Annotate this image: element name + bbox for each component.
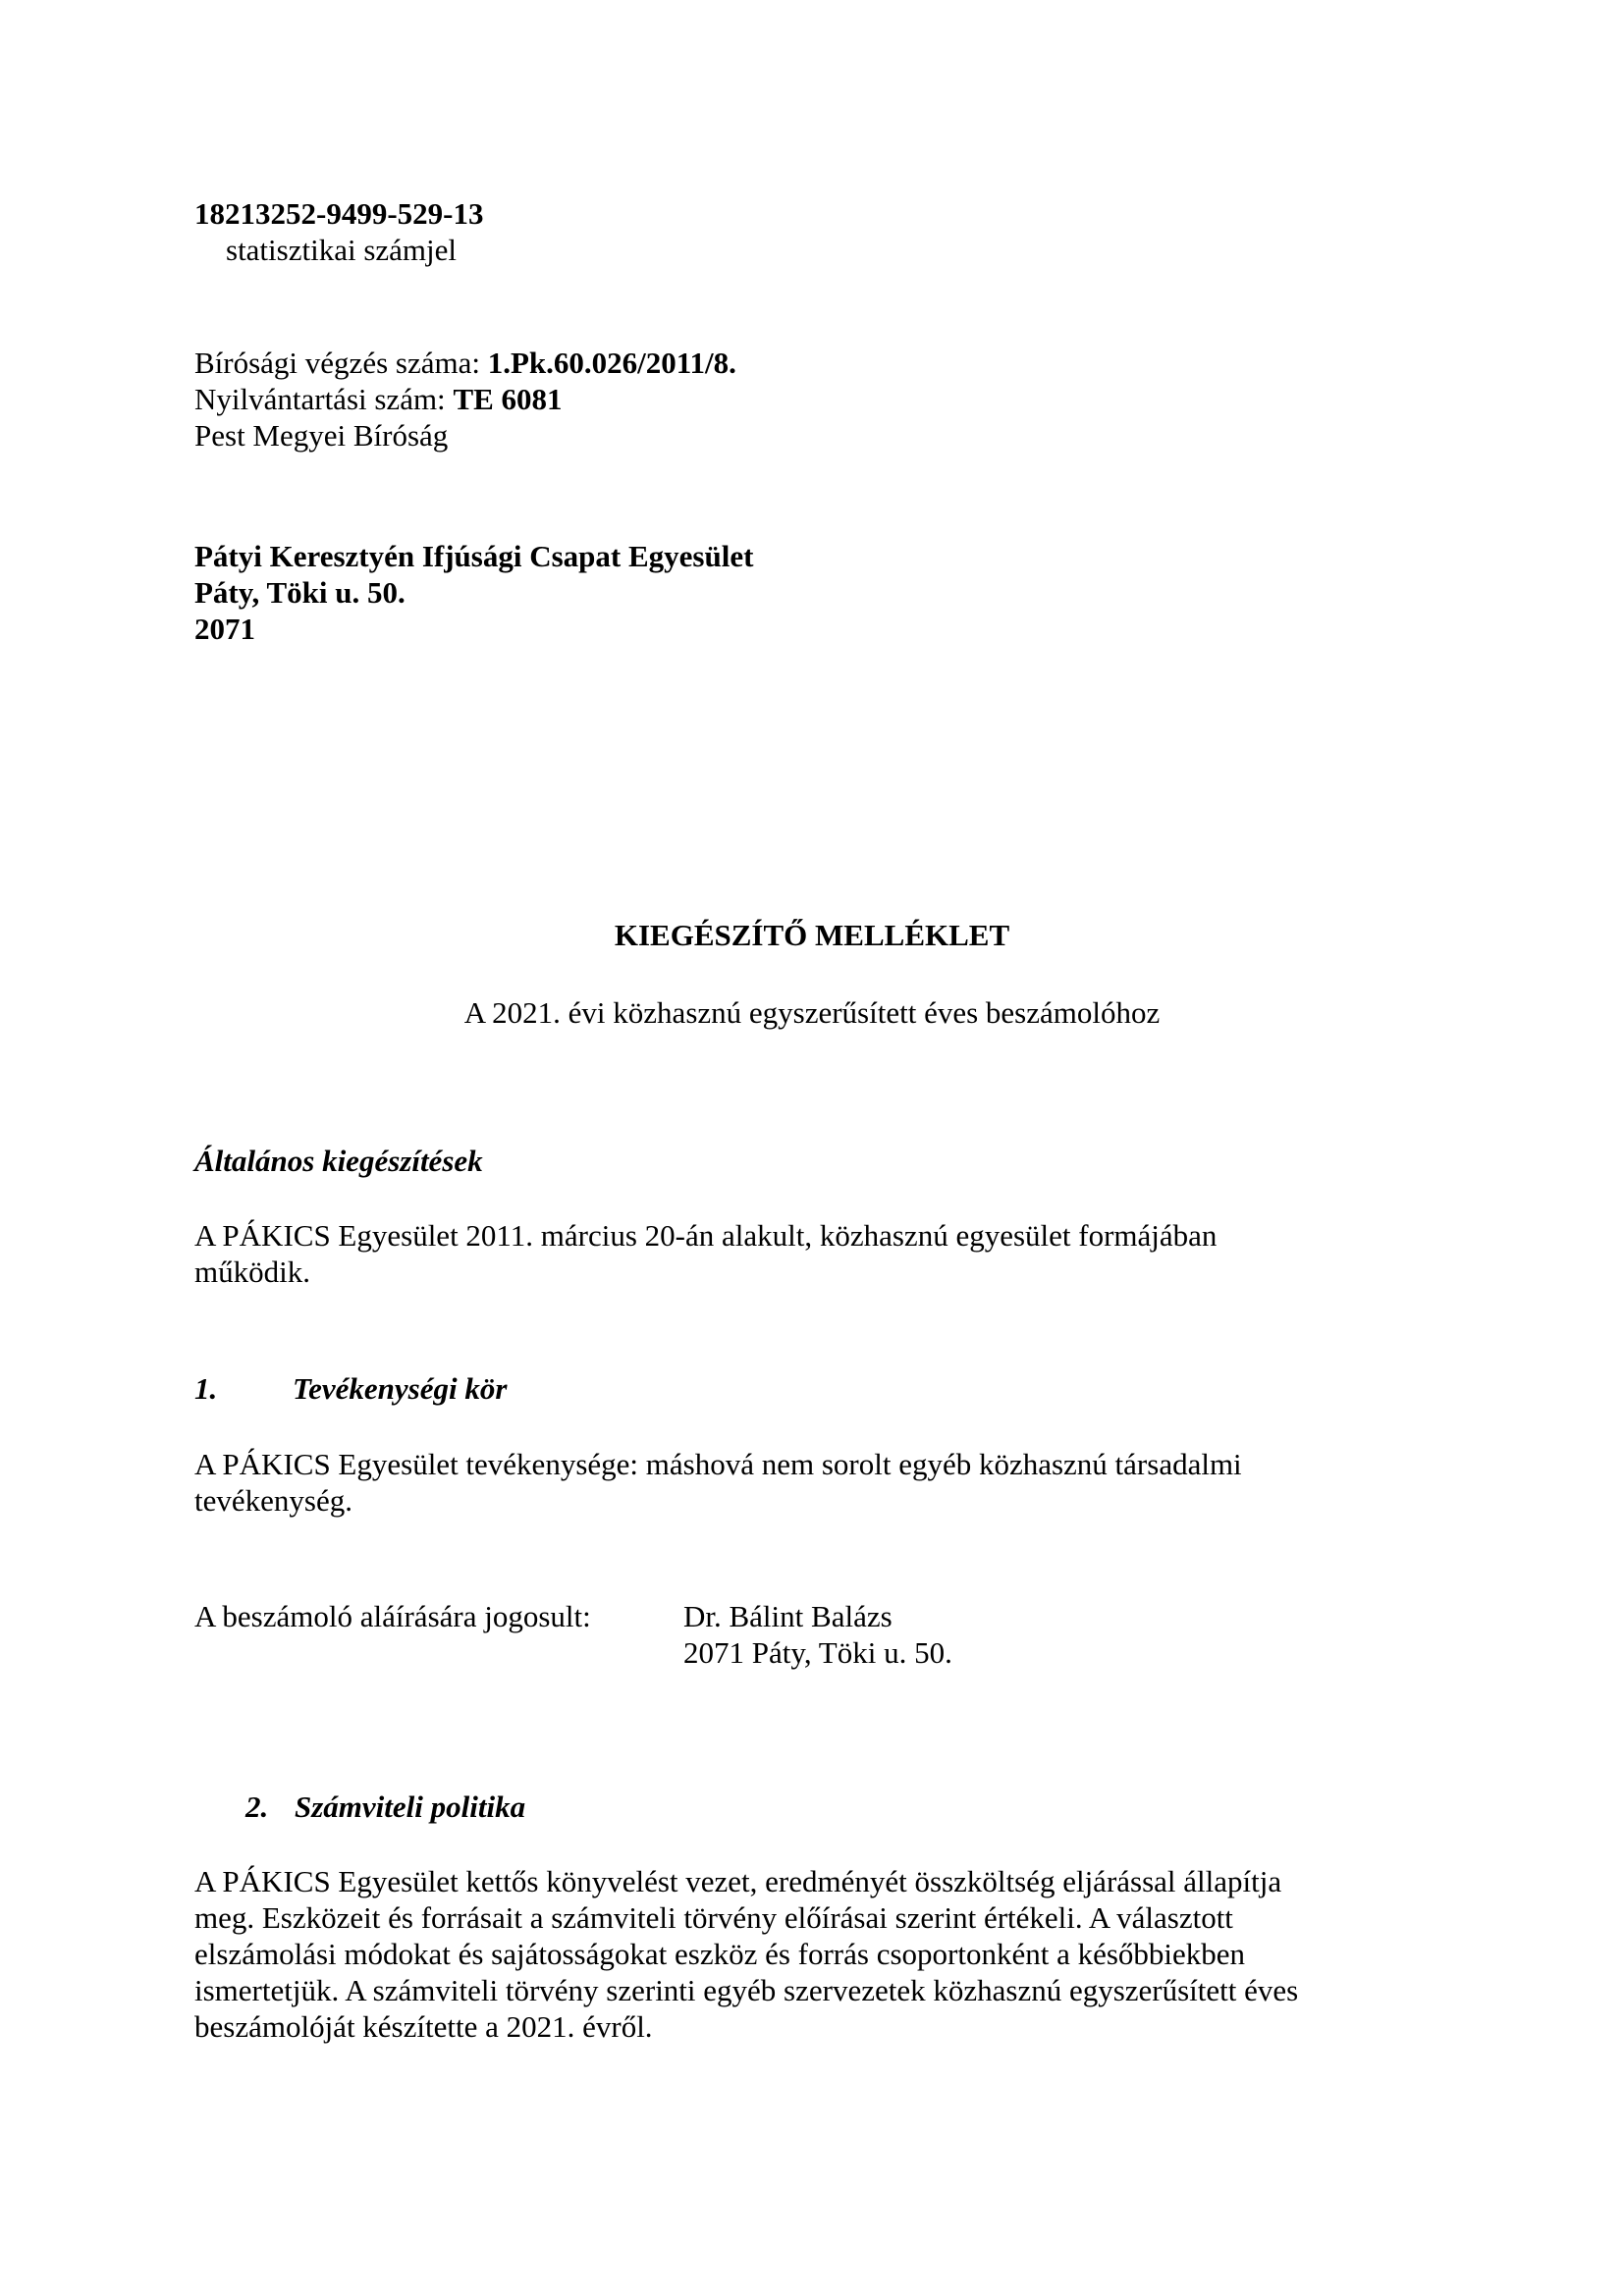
paragraph-line: ismertetjük. A számviteli törvény szerinti egyéb szervezetek közhasznú egyszerűsített éves (194, 1973, 1299, 2007)
section2-number: 2. (245, 1789, 269, 1824)
signatory-details (683, 1598, 952, 1671)
statistical-label: statisztikai számjel (226, 233, 458, 267)
court-info-block (194, 345, 1432, 454)
statistical-number: 18213252-9499-529-13 (194, 196, 484, 231)
paragraph-line: A PÁKICS Egyesület kettős könyvelést vezet, eredményét összköltség eljárással állapítja (194, 1864, 1282, 1898)
signatory-address: 2071 Páty, Töki u. 50. (683, 1635, 952, 1670)
section1-paragraph (194, 1446, 1432, 1519)
paragraph-line: A PÁKICS Egyesület tevékenysége: máshová nem sorolt egyéb közhasznú társadalmi (194, 1447, 1242, 1481)
court-order-label: Bírósági végzés száma: (194, 346, 488, 380)
signatory-name: Dr. Bálint Balázs (683, 1599, 893, 1633)
statistical-id-block (194, 195, 1432, 268)
paragraph-line: beszámolóját készítette a 2021. évről. (194, 2009, 653, 2044)
registry-line (194, 381, 1432, 417)
paragraph-line: elszámolási módokat és sajátosságokat eszköz és forrás csoportonként a későbbiekben (194, 1937, 1246, 1971)
paragraph-line: A PÁKICS Egyesület 2011. március 20-án alakult, közhasznú egyesület formájában (194, 1218, 1218, 1253)
section1-heading (194, 1370, 1432, 1407)
section2-title: Számviteli politika (295, 1789, 526, 1824)
registry-number: TE 6081 (453, 382, 563, 416)
section1-number: 1. (194, 1371, 218, 1406)
court-order-number: 1.Pk.60.026/2011/8. (487, 346, 736, 380)
section2-paragraph (194, 1863, 1432, 2045)
paragraph-line: működik. (194, 1255, 310, 1289)
organization-block (194, 538, 1432, 647)
organization-postcode: 2071 (194, 612, 255, 646)
organization-name: Pátyi Keresztyén Ifjúsági Csapat Egyesület (194, 539, 754, 573)
paragraph-line: tevékenység. (194, 1483, 352, 1518)
court-name: Pest Megyei Bíróság (194, 418, 449, 453)
section2-heading (245, 1789, 1483, 1825)
registry-label: Nyilvántartási szám: (194, 382, 454, 416)
document-title: KIEGÉSZÍTŐ MELLÉKLET (614, 918, 1010, 952)
document-subtitle: A 2021. évi közhasznú egyszerűsített éves beszámolóhoz (463, 995, 1161, 1030)
signatory-label: A beszámoló aláírására jogosult: (194, 1599, 591, 1633)
organization-street: Páty, Töki u. 50. (194, 575, 406, 610)
general-heading: Általános kiegészítések (194, 1144, 483, 1178)
section1-title: Tevékenységi kör (293, 1371, 508, 1406)
paragraph-line: meg. Eszközeit és forrásait a számviteli törvény előírásai szerint értékeli. A választott (194, 1900, 1233, 1935)
general-paragraph (194, 1217, 1432, 1290)
court-order-line (194, 345, 1432, 381)
